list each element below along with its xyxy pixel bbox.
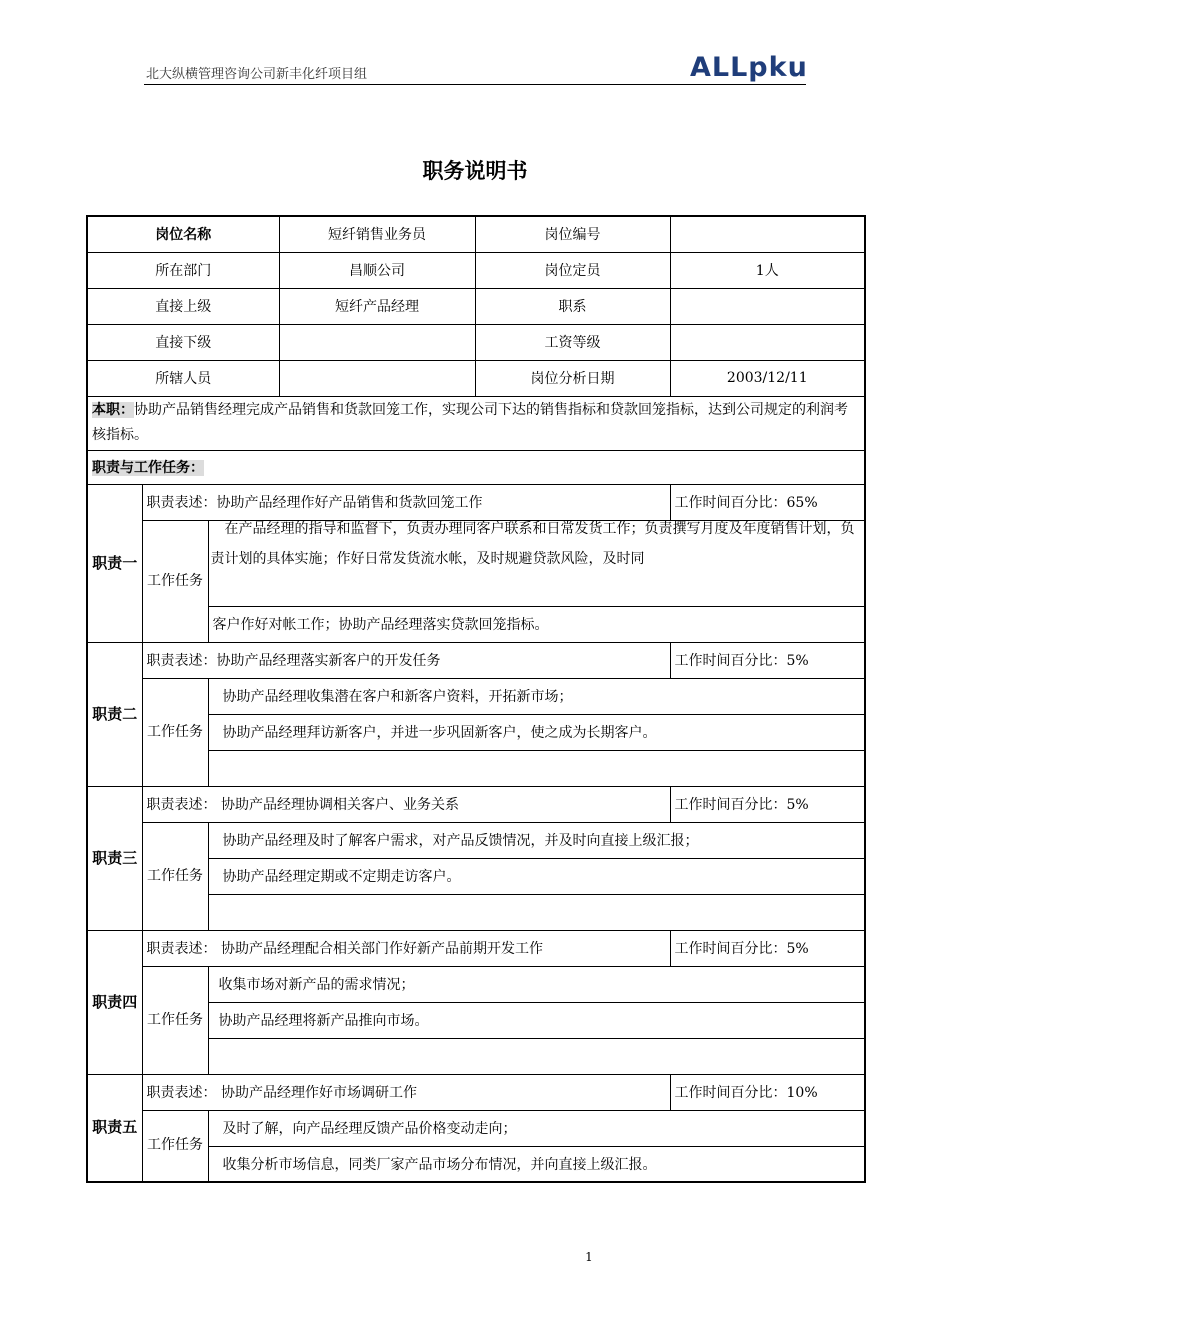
duty-2-percent: 5% xyxy=(786,653,809,669)
position-name-value: 短纤销售业务员 xyxy=(279,216,475,252)
department-label: 所在部门 xyxy=(87,252,279,288)
duty-3-percent: 5% xyxy=(786,797,809,813)
department-value: 昌顺公司 xyxy=(279,252,475,288)
duty-1-task-2: 客户作好对帐工作；协助产品经理落实贷款回笼指标。 xyxy=(208,606,865,642)
staff-label: 所辖人员 xyxy=(87,360,279,396)
duty-3-task-1: 协助产品经理及时了解客户需求，对产品反馈情况，并及时向直接上级汇报； xyxy=(208,822,865,858)
duty-2-task-label: 工作任务 xyxy=(142,678,208,786)
headcount-label: 岗位定员 xyxy=(475,252,670,288)
duty-4-desc-prefix: 职责表述： xyxy=(146,941,217,957)
duty-3-desc: 协助产品经理协调相关客户、业务关系 xyxy=(216,797,459,813)
duty-3-task-2: 协助产品经理定期或不定期走访客户。 xyxy=(208,858,865,894)
duty-4-desc-cell xyxy=(142,930,670,966)
duty-3-task-label: 工作任务 xyxy=(142,822,208,930)
subordinate-value xyxy=(279,324,475,360)
duty-5-desc-prefix: 职责表述： xyxy=(146,1085,217,1101)
duty-3-desc-prefix: 职责表述： xyxy=(146,797,217,813)
relation-label: 职系 xyxy=(475,288,670,324)
page-number: 1 xyxy=(585,1250,593,1264)
salary-value xyxy=(670,324,865,360)
duty-5-percent-cell xyxy=(670,1074,865,1110)
duty-3-percent-prefix: 工作时间百分比： xyxy=(674,797,787,813)
analysis-date-label: 岗位分析日期 xyxy=(475,360,670,396)
duty-3-percent-cell xyxy=(670,786,865,822)
position-code-label: 岗位编号 xyxy=(475,216,670,252)
duty-1-label: 职责一 xyxy=(87,484,142,642)
superior-value: 短纤产品经理 xyxy=(279,288,475,324)
duties-header: 职责与工作任务： xyxy=(92,460,204,476)
duty-1-percent-prefix: 工作时间百分比： xyxy=(674,495,787,511)
duty-2-desc-cell xyxy=(142,642,670,678)
duty-2-percent-prefix: 工作时间百分比： xyxy=(674,653,787,669)
duty-1-task-1: 在产品经理的指导和监督下，负责办理同客户联系和日常发货工作；负责撰写月度及年度销售计划，负责计划的具体实施；作好日常发货流水帐，及时规避贷款风险，及时同 xyxy=(210,521,855,567)
duty-1-desc-prefix: 职责表述： xyxy=(146,495,217,511)
duty-4-percent-cell xyxy=(670,930,865,966)
duty-2-desc: 协助产品经理落实新客户的开发任务 xyxy=(216,653,441,669)
position-code-value xyxy=(670,216,865,252)
duty-1-percent: 65% xyxy=(786,495,818,511)
staff-value xyxy=(279,360,475,396)
duty-5-task-1: 及时了解，向产品经理反馈产品价格变动走向； xyxy=(208,1110,865,1146)
duty-3-task-3 xyxy=(208,894,865,930)
duty-3-label: 职责三 xyxy=(87,786,142,930)
duty-4-desc: 协助产品经理配合相关部门作好新产品前期开发工作 xyxy=(216,941,543,957)
duty-4-task-1: 收集市场对新产品的需求情况； xyxy=(208,966,865,1002)
duty-2-task-2: 协助产品经理拜访新客户，并进一步巩固新客户，使之成为长期客户。 xyxy=(208,714,865,750)
duty-5-task-2: 收集分析市场信息，同类厂家产品市场分布情况，并向直接上级汇报。 xyxy=(208,1146,865,1182)
duty-5-desc: 协助产品经理作好市场调研工作 xyxy=(216,1085,417,1101)
company-logo: ALLpku xyxy=(690,52,808,83)
analysis-date-value: 2003/12/11 xyxy=(670,360,865,396)
duty-5-percent: 10% xyxy=(786,1085,818,1101)
superior-label: 直接上级 xyxy=(87,288,279,324)
duty-2-percent-cell xyxy=(670,642,865,678)
duty-5-desc-cell xyxy=(142,1074,670,1110)
header-company: 北大纵横管理咨询公司新丰化纤项目组 xyxy=(146,67,368,82)
summary-label: 本职： xyxy=(92,402,134,418)
page-title: 职务说明书 xyxy=(422,159,528,183)
duties-header-cell xyxy=(87,450,865,484)
summary-text: 协助产品销售经理完成产品销售和货款回笼工作，实现公司下达的销售指标和贷款回笼指标，达到公司规定的利润考核指标。 xyxy=(92,402,848,443)
job-description-table xyxy=(86,215,866,1183)
duty-1-task-label: 工作任务 xyxy=(142,520,208,642)
headcount-value: 1人 xyxy=(670,252,865,288)
duty-4-percent: 5% xyxy=(786,941,809,957)
header-rule xyxy=(144,84,806,85)
duty-4-percent-prefix: 工作时间百分比： xyxy=(674,941,787,957)
duty-5-task-label: 工作任务 xyxy=(142,1110,208,1182)
duty-4-task-label: 工作任务 xyxy=(142,966,208,1074)
duty-2-task-1: 协助产品经理收集潜在客户和新客户资料，开拓新市场； xyxy=(208,678,865,714)
duty-2-task-3 xyxy=(208,750,865,786)
subordinate-label: 直接下级 xyxy=(87,324,279,360)
duty-4-label: 职责四 xyxy=(87,930,142,1074)
duty-2-label: 职责二 xyxy=(87,642,142,786)
salary-label: 工资等级 xyxy=(475,324,670,360)
duty-4-task-3 xyxy=(208,1038,865,1074)
duty-4-task-2: 协助产品经理将新产品推向市场。 xyxy=(208,1002,865,1038)
duty-5-percent-prefix: 工作时间百分比： xyxy=(674,1085,787,1101)
duty-1-task-1-cell xyxy=(208,521,865,606)
relation-value xyxy=(670,288,865,324)
duty-5-label: 职责五 xyxy=(87,1074,142,1182)
duty-3-desc-cell xyxy=(142,786,670,822)
position-name-label: 岗位名称 xyxy=(87,216,279,252)
duty-2-desc-prefix: 职责表述： xyxy=(146,653,217,669)
duty-1-desc: 协助产品经理作好产品销售和货款回笼工作 xyxy=(216,495,483,511)
job-summary xyxy=(87,396,865,450)
